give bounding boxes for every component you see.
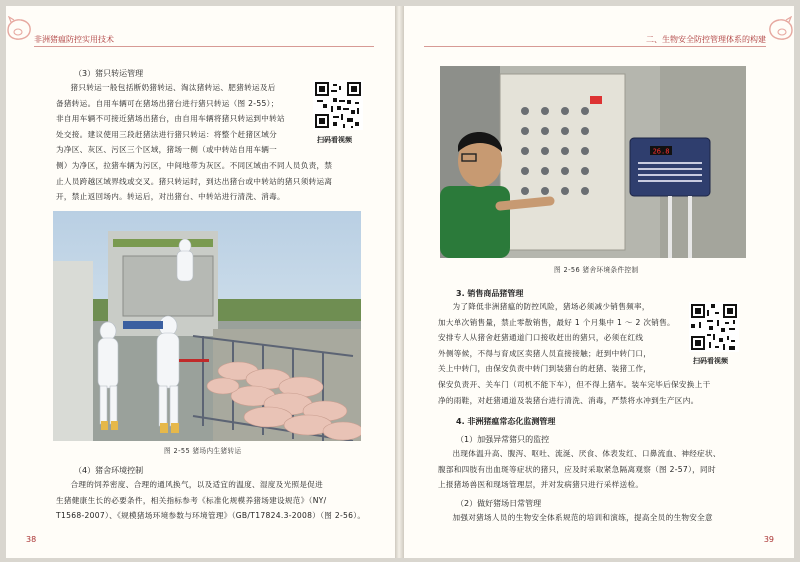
text-line: 上报猪场兽医和现场管理层，并对发病猪只进行采样送检。 [438,480,644,490]
running-header-right: 二、生物安全防控管理体系的构建 [646,35,766,44]
text-line: 关上中转门，由保安负责中转门到装猪台的赶猪、装猪工作， [438,364,652,374]
page-number-left: 38 [26,535,37,544]
body-text-monitoring [438,446,783,493]
right-page [404,6,794,558]
text-line: 加大单次销售量，禁止零散销售，最好 1 个月集中 1 ～ 2 次销售。 [438,317,675,327]
figure-caption-2-55: 图 2-55 猪场内生猪转运 [164,447,242,455]
text-line: 出现体温升高、腹泻、呕吐、流涎、厌食、体表发红、口鼻流血、神经症状、 [452,449,721,458]
heading-monitoring: 4. 非洲猪瘟常态化监测管理 [456,417,556,426]
text-line: 备猪转运。自用车辆可在猪场出猪台进行猪只转运（图 2-55）； [56,98,279,108]
header-rule [424,46,766,47]
text-line: 侧）为净区，拉猪车辆为污区，中间地带为灰区。不同区域由不同人员负责，禁 [56,160,333,170]
text-line: 保安负责开、关车门（司机不能下车），但不得上猪车。装车完毕后保安换上干 [438,379,711,389]
text-line: 为净区、灰区、污区三个区域，猪场一侧（或中转站自用车辆一 [56,145,278,155]
text-line: 处交接。建议使用三段赶猪法进行猪只转运：将整个赶猪区域分 [56,129,278,139]
photo-pig-transfer [53,211,361,441]
qr-code-icon[interactable] [689,302,739,352]
text-line: 非自用车辆不可接近猪场出猪台，由自用车辆将猪只转运到中转站 [56,114,285,124]
pig-ornament-icon [766,16,794,42]
text-line: 生猪健康生长的必要条件，相关指标参考《标准化规模养猪场建设规范》（NY/ [56,495,327,505]
text-line: 开，禁止返回场内。转运后，对出猪台、中转站进行清洗、消毒。 [56,192,285,202]
photo-environment-controller [440,66,746,258]
header-rule [34,46,374,47]
heading-environment-control: （4）猪舍环境控制 [74,466,144,475]
left-page [6,6,395,558]
text-line: 外侧等候，不得与育成区卖猪人员直接接触；赶到中转门口， [438,348,652,358]
heading-sales-management: 3. 销售商品猪管理 [456,289,524,298]
body-text-environment [56,477,376,524]
heading-pig-transfer: （3）猪只转运管理 [74,69,144,78]
subheading-daily-management: （2）做好猪场日常管理 [456,499,542,508]
page-number-right: 39 [763,535,774,544]
text-line: T1568-2007）、《规模猪场环境参数与环境管理》（GB/T17824.3-2008）（图 2-56）。 [56,511,366,521]
book-gutter [395,6,404,558]
text-line: 止人员跨越区域界线或交叉。猪只转运时，到达出猪台或中转站的猪只须转运离 [56,176,333,186]
controller-display-readout: 26.8 [652,147,670,156]
text-line: 腹部和四肢有出血斑等症状的猪只，应及时采取紧急隔离观察（图 2-57），同时 [438,464,716,474]
running-header-left: 非洲猪瘟防控实用技术 [34,35,114,44]
text-line: 为了降低非洲猪瘟的防控风险，猪场必须减少销售频率， [452,302,650,311]
body-text-daily [438,510,783,526]
pig-ornament-icon [6,16,34,42]
text-line: 合理的饲养密度、合理的通风换气，以及适宜的温度、湿度及光照是促进 [70,480,324,489]
qr-caption: 扫码看视频 [693,357,728,365]
text-line: 猪只转运一般包括断奶猪转运、淘汰猪转运、肥猪转运及后 [70,83,276,92]
qr-caption: 扫码看视频 [317,136,352,144]
subheading-abnormal-pigs: （1）加强异常猪只的监控 [456,435,550,444]
qr-code-icon[interactable] [313,80,363,130]
text-line: 安排专人从猪舍赶猪通道门口接收赶出的猪只，必须在红线 [438,333,644,343]
text-line: 净的雨鞋，对赶猪通道及装猪台进行清洗、消毒，严禁将水冲到生产区内。 [438,395,699,405]
text-line: 加强对猪场人员的生物安全体系规范的培训和演练，提高全员的生物安全意 [452,513,713,522]
figure-caption-2-56: 图 2-56 猪舍环境条件控制 [554,266,639,274]
